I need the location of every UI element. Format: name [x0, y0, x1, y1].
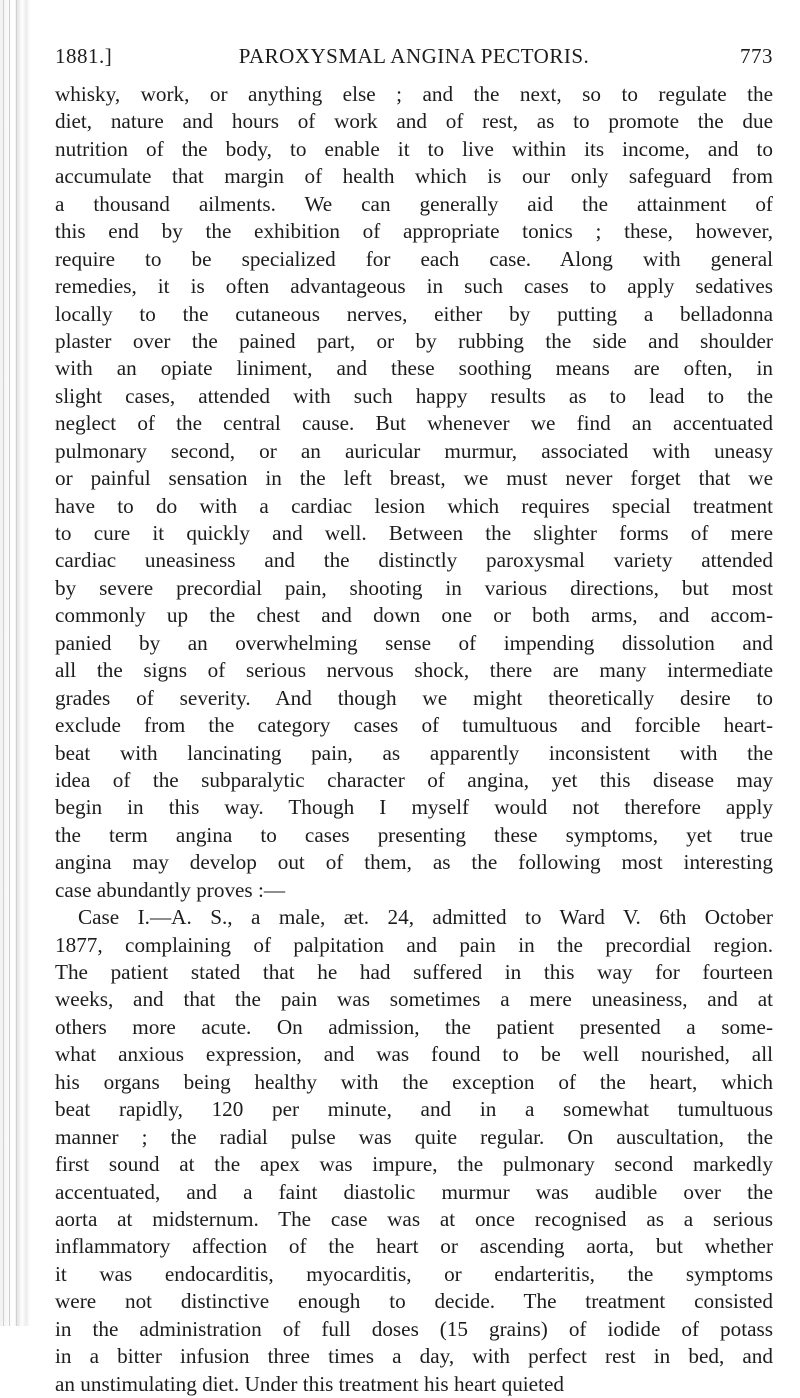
body-text: [55, 81, 773, 1398]
text-line: accumulate that margin of health which is our only safeguard from: [55, 164, 773, 189]
text-line: it was endocarditis, myocarditis, or endarteritis, the symptoms: [55, 1261, 773, 1286]
text-line: or painful sensation in the left breast, we must never forget that we: [55, 466, 773, 491]
text-line: were not distinctive enough to decide. The treatment consisted: [55, 1289, 773, 1314]
header-title: PAROXYSMAL ANGINA PECTORIS.: [238, 44, 590, 68]
text-line: in the administration of full doses (15 grains) of iodide of potass: [55, 1316, 773, 1341]
text-line: his organs being healthy with the exception of the heart, which: [55, 1069, 773, 1094]
book-gutter: [0, 0, 40, 1326]
text-line: by severe precordial pain, shooting in various directions, but most: [55, 575, 773, 600]
text-line: commonly up the chest and down one or both arms, and accom-: [55, 603, 773, 628]
text-line: plaster over the pained part, or by rubbing the side and shoulder: [55, 328, 773, 353]
gutter-line: [9, 0, 10, 1326]
text-line: idea of the subparalytic character of angina, yet this disease may: [55, 767, 773, 792]
text-line: 1877, complaining of palpitation and pain in the precordial region.: [55, 932, 773, 957]
text-line: accentuated, and a faint diastolic murmur was audible over the: [55, 1179, 773, 1204]
text-line: angina may develop out of them, as the following most interesting: [55, 850, 773, 875]
text-line: exclude from the category cases of tumultuous and forcible heart-: [55, 713, 773, 738]
text-line: others more acute. On admission, the patient presented a some-: [55, 1014, 773, 1039]
text-line: Case I.—A. S., a male, æt. 24, admitted to Ward V. 6th October: [78, 905, 773, 930]
text-line: all the signs of serious nervous shock, there are many intermediate: [55, 658, 773, 683]
text-line: neglect of the central cause. But whenever we find an accentuated: [55, 411, 773, 436]
text-line: manner ; the radial pulse was quite regular. On auscultation, the: [55, 1124, 773, 1149]
text-line: an unstimulating diet. Under this treatment his heart quieted: [55, 1371, 564, 1396]
text-line: diet, nature and hours of work and of rest, as to promote the due: [55, 109, 773, 134]
text-line: whisky, work, or anything else ; and the next, so to regulate the: [55, 82, 773, 106]
header-year: 1881.]: [55, 44, 113, 68]
gutter-line: [16, 0, 17, 1326]
text-line: require to be specialized for each case. Along with general: [55, 246, 773, 271]
text-line: this end by the exhibition of appropriate tonics ; these, however,: [55, 219, 773, 244]
text-line: grades of severity. And though we might theoretically desire to: [55, 685, 773, 710]
running-header: [55, 44, 773, 78]
text-line: to cure it quickly and well. Between the slighter forms of mere: [55, 521, 773, 545]
text-line: first sound at the apex was impure, the pulmonary second markedly: [55, 1152, 773, 1177]
gutter-line: [3, 0, 4, 1326]
page-number: 773: [740, 44, 773, 68]
text-line: weeks, and that the pain was sometimes a mere uneasiness, and at: [55, 987, 773, 1012]
text-line: case abundantly proves :—: [55, 877, 286, 902]
text-line: pulmonary second, or an auricular murmur, associated with uneasy: [55, 438, 773, 463]
text-line: nutrition of the body, to enable it to live within its income, and to: [55, 136, 773, 161]
text-line: beat with lancinating pain, as apparently inconsistent with the: [55, 740, 773, 765]
text-line: panied by an overwhelming sense of impending dissolution and: [55, 630, 773, 655]
text-line: what anxious expression, and was found to be well nourished, all: [55, 1042, 773, 1067]
text-line: inflammatory affection of the heart or ascending aorta, but whether: [55, 1234, 773, 1259]
text-line: slight cases, attended with such happy results as to lead to the: [55, 383, 773, 408]
text-line: a thousand ailments. We can generally aid the attainment of: [55, 191, 773, 216]
text-line: the term angina to cases presenting these symptoms, yet true: [55, 822, 773, 847]
text-line: locally to the cutaneous nerves, either by putting a belladonna: [55, 301, 773, 326]
text-line: cardiac uneasiness and the distinctly paroxysmal variety attended: [55, 548, 773, 573]
text-line: begin in this way. Though I myself would not therefore apply: [55, 795, 773, 820]
text-line: aorta at midsternum. The case was at once recognised as a serious: [55, 1206, 773, 1231]
text-line: remedies, it is often advantageous in such cases to apply sedatives: [55, 274, 773, 299]
text-line: The patient stated that he had suffered in this way for fourteen: [55, 960, 773, 984]
text-line: beat rapidly, 120 per minute, and in a somewhat tumultuous: [55, 1097, 773, 1122]
text-line: have to do with a cardiac lesion which requires special treatment: [55, 493, 773, 518]
text-line: in a bitter infusion three times a day, with perfect rest in bed, and: [55, 1344, 773, 1369]
text-line: with an opiate liniment, and these soothing means are often, in: [55, 356, 773, 381]
